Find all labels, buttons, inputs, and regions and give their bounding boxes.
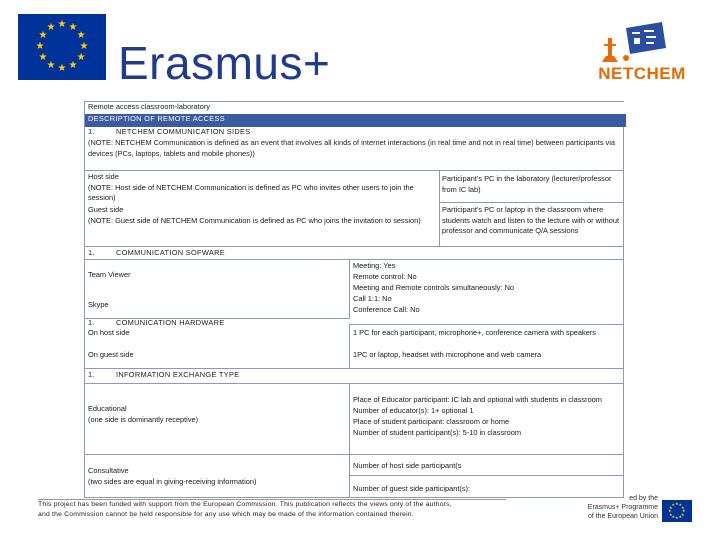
eu-star-icon: ★ [678, 514, 683, 520]
educational-details [353, 394, 615, 438]
eu-star-icon: ★ [668, 504, 673, 510]
eu-star-icon: ★ [671, 514, 676, 520]
eu-mini-flag-logo [662, 500, 692, 522]
eu-star-icon: ★ [46, 60, 56, 72]
educational-detail-item: Number of student participant(s): 5-10 in classroom [353, 428, 522, 437]
section-number: 1. [88, 248, 95, 257]
eu-star-icon: ★ [675, 501, 679, 506]
software-features-list [353, 260, 621, 315]
section-information-exchange-heading [85, 370, 626, 381]
eu-star-icon: ★ [681, 504, 685, 510]
erasmus-plus-brand: Erasmus+ [118, 37, 331, 89]
section-number: 1. [88, 318, 95, 327]
netchem-wordmark: NETCHEM [598, 64, 686, 83]
section-title: COMMUNICATION SOFWARE [116, 248, 225, 257]
section-number: 1. [88, 127, 95, 136]
disclaimer-line: and the Commission cannot be held responsible for any use which may be made of the information contained therein. [38, 511, 414, 518]
guest-side-note: Guest side (NOTE: Guest side of NETCHEM Communication is defined as PC who joins the invitation to session) [88, 205, 421, 225]
document-title: Remote access classroom-laboratory [85, 102, 626, 114]
feature-item: Conference Call: No [353, 305, 420, 314]
educational-detail-item: Place of student participant: classroom or home [353, 417, 510, 426]
eu-star-icon: ★ [675, 515, 679, 520]
hardware-host-value: 1 PC for each participant, microphone+, conference camera with speakers [353, 328, 596, 337]
eu-star-icon: ★ [668, 508, 672, 513]
cofunded-label [572, 494, 658, 521]
eu-star-icon: ★ [38, 52, 48, 63]
software-skype: Skype [88, 300, 109, 309]
cofunded-line: ed by the [629, 495, 658, 502]
remote-access-document [84, 101, 624, 498]
eu-star-icon: ★ [79, 41, 89, 52]
eu-star-icon: ★ [671, 501, 676, 507]
feature-item: Meeting: Yes [353, 261, 396, 270]
eu-star-icon: ★ [668, 511, 673, 517]
feature-item: Remote control: No [353, 272, 417, 281]
section-number: 1. [88, 370, 95, 379]
eu-star-icon: ★ [76, 30, 86, 41]
cofunded-line: of the European Union [587, 513, 658, 520]
guest-side-description: Participant's PC or laptop in the classroom where students watch and listen to the lecture with or without professor and communicate Q/A sessions [442, 205, 620, 235]
funding-disclaimer [38, 500, 578, 520]
cofunded-line: Erasmus+ Programme [587, 504, 658, 511]
section-title: NETCHEM COMMUNICATION SIDES [116, 127, 251, 136]
feature-item: Meeting and Remote controls simultaneously: No [353, 283, 515, 292]
section-title: INFORMATION EXCHANGE TYPE [116, 370, 240, 379]
educational-detail-item: Place of Educator participant: IC lab and optional with students in classroom [353, 395, 602, 404]
eu-star-icon: ★ [681, 511, 685, 517]
eu-star-icon: ★ [76, 52, 86, 63]
eu-star-icon: ★ [38, 30, 48, 41]
section-communication-sides-heading [85, 127, 626, 138]
eu-star-icon: ★ [682, 508, 686, 513]
eu-star-icon: ★ [68, 60, 78, 72]
eu-star-icon: ★ [57, 63, 67, 74]
eu-star-icon: ★ [57, 19, 67, 30]
communication-note: (NOTE: NETCHEM Communication is defined as an event that involves all kinds of internet interactions (in real time and not in real time) between participants via devices (PCs, laptops, tablets and mobile phones)) [88, 138, 616, 158]
hardware-guest-value: 1PC or laptop, headset with microphone and web camera [353, 350, 542, 359]
section-hardware-heading [85, 318, 348, 329]
hardware-host-side: On host side [88, 328, 130, 337]
consultative-host-count: Number of host side participant(s [353, 461, 462, 470]
exchange-type-consultative: Consultative (two sides are equal in giving-receiving information) [88, 466, 257, 486]
hardware-guest-side: On guest side [88, 350, 134, 359]
software-team-viewer: Team Viewer [88, 270, 131, 279]
disclaimer-line: This project has been funded with support from the European Commission. This publication reflects the views only of the authors, [38, 501, 452, 508]
section-communication-software-heading [85, 248, 626, 259]
consultative-guest-count: Number of guest side participant(s): [353, 484, 471, 493]
eu-flag-logo [18, 14, 106, 80]
eu-star-icon: ★ [68, 21, 78, 33]
exchange-type-educational: Educational (one side is dominantly receptive) [88, 404, 199, 424]
feature-item: Call 1:1: No [353, 294, 392, 303]
educational-detail-item: Number of educator(s): 1+ optional 1 [353, 406, 474, 415]
host-side-note: Host side (NOTE: Host side of NETCHEM Communication is defined as PC who invites other users to join the session) [88, 172, 414, 202]
eu-star-icon: ★ [46, 21, 56, 33]
description-bar: DESCRIPTION OF REMOTE ACCESS [85, 114, 626, 127]
section-title: COMUNICATION HARDWARE [116, 318, 225, 327]
eu-star-icon: ★ [678, 501, 683, 507]
host-side-description: Participant's PC in the laboratory (lecturer/professor from IC lab) [442, 174, 612, 194]
eu-star-icon: ★ [35, 41, 45, 52]
